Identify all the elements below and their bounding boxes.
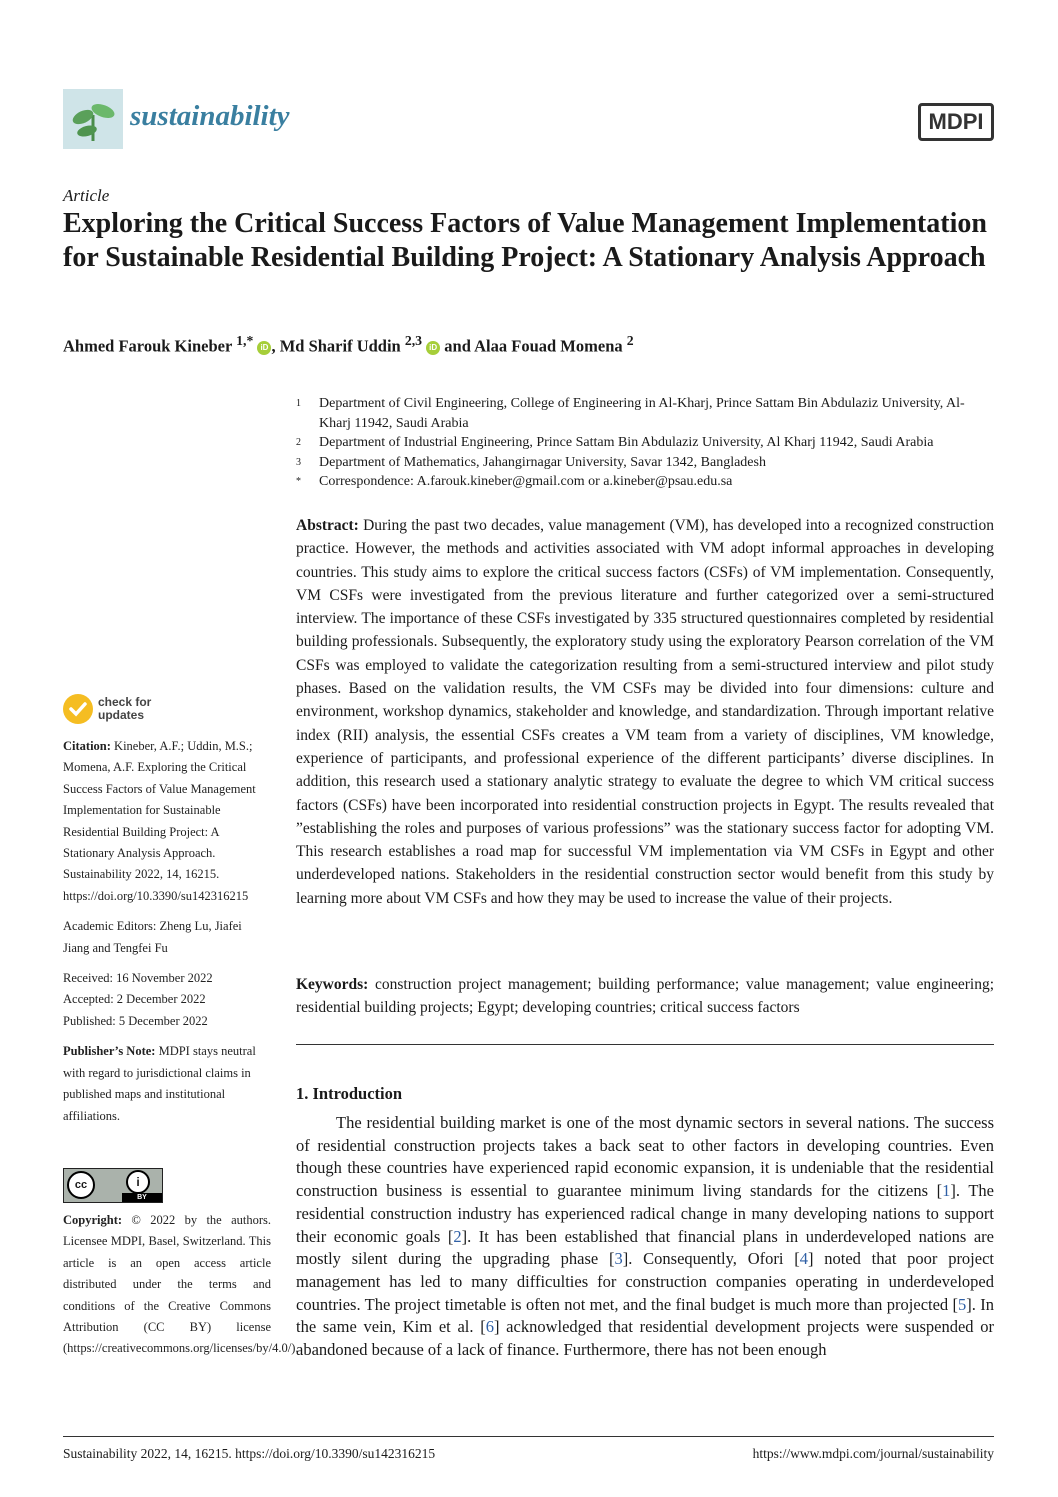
attribution-icon: i [126,1170,150,1194]
article-type: Article [63,186,110,205]
journal-logo-icon [63,89,123,149]
citation-link[interactable]: 6 [485,1317,494,1337]
cc-by-license-badge[interactable] [63,1168,163,1203]
footer-journal-url[interactable]: https://www.mdpi.com/journal/sustainability [752,1446,994,1461]
citation-link[interactable]: 3 [614,1249,623,1269]
check-updates-icon [63,694,93,724]
citation-block: Citation: Kineber, A.F.; Uddin, M.S.; Momena, A.F. Exploring the Critical Success Factors of Value Management Implementation for Sustainable Residential Building Project: A Stationary Analysis Approach. Sustainability 2022, 14, 16215. https://doi.org/10.3390/su142316215 [63,739,256,903]
author-affiliation-mark: 2 [626,333,634,348]
abstract [296,514,994,910]
academic-editors: Academic Editors: Zheng Lu, Jiafei Jiang and Tengfei Fu [63,919,242,955]
author-affiliation-mark: 1,* [236,333,254,348]
citation-link[interactable]: 5 [958,1294,967,1314]
divider [296,1044,994,1045]
publisher-note: Publisher’s Note: MDPI stays neutral with regard to jurisdictional claims in published maps and institutional affiliations. [63,1044,256,1123]
affiliation-item: * Correspondence: A.farouk.kineber@gmail.com or a.kineber@psau.edu.sa [296,472,996,492]
author-name[interactable]: Alaa Fouad Momena [474,336,623,356]
published-date: Published: 5 December 2022 [63,1013,208,1028]
cc-icon: cc [67,1171,95,1199]
affiliation-item: 1 Department of Civil Engineering, College of Engineering in Al-Kharj, Prince Sattam Bin Abdulaziz University, Al-Kharj 11942, Saudi Arabia [296,396,965,431]
author-affiliation-mark: 2,3 [404,333,423,348]
check-for-updates-button[interactable]: check for updates [63,694,183,726]
journal-name[interactable]: sustainability [130,100,290,132]
abstract-text: During the past two decades, value management (VM), has developed into a recognized construction practice. However, the methods and activities associated with VM adopt informal approaches in developing countries. This study aims to explore the critical success factors (CSFs) of VM implementation. Consequently, VM CSFs were investigated from the previous literature and further categorized over a semi-structured interview. The importance of these CSFs investigated by 335 structured questionnaires completed by residential building professionals. Subsequently, the exploratory study using the exploratory Pearson correlation of the VM CSFs was employed to validate the categorization resulting from a semi-structured interview and pilot study phases. Based on the validation results, the VM CSFs may be divided into four dimensions: culture and environment, workshop dynamics, stakeholder and knowledge, and standardization. Through important relative index (RII) analysis, the essential CSFs creates a VM team from a variety of disciplines, VM knowledge, experience of participants, and professional experience of the different participants’ diverse disciplines. In addition, this research used a stationary analytic strategy to evaluate the degree to which VM critical success factors (CSFs) have been incorporated into residential construction projects in Egypt. The results revealed that ”establishing the roles and purposes of various professions” was the stationary success factor for adopting VM. This research establishes a road map for successful VM implementation via VM CSFs in Egypt and other underdeveloped nations. Stakeholders in the residential construction sector would benefit from this study by learning more about VM CSFs and how they may be used to increase the value of their projects. [296,517,994,907]
cc-by-label: BY [122,1193,162,1202]
footer-citation[interactable]: Sustainability 2022, 14, 16215. https://doi.org/10.3390/su142316215 [63,1446,436,1461]
orcid-icon[interactable]: iD [426,341,440,355]
article-title: Exploring the Critical Success Factors of Value Management Implementation for Sustainable Residential Building Project: A Stationary Analysis Approach [63,208,987,273]
copyright-block: Copyright: © 2022 by the authors. Licensee MDPI, Basel, Switzerland. This article is an open access article distributed under the terms and conditions of the Creative Commons Attribution (CC BY) license (https://creativecommons.org/licenses/by/4.0/). [63,1213,299,1356]
affiliation-item: 2 Department of Industrial Engineering, Prince Sattam Bin Abdulaziz University, Al Kharj 11942, Saudi Arabia [296,435,934,450]
footer-divider [63,1436,994,1437]
author-name[interactable]: Md Sharif Uddin [279,336,401,356]
citation-link[interactable]: 4 [799,1249,808,1269]
affiliations [296,394,996,492]
section-heading: 1. Introduction [296,1084,403,1103]
orcid-icon[interactable]: iD [257,341,271,355]
citation-link[interactable]: 1 [942,1181,951,1201]
keywords-text: construction project management; building performance; value management; value engineering; residential building projects; Egypt; developing countries; critical success factors [296,976,995,1017]
accepted-date: Accepted: 2 December 2022 [63,992,206,1007]
keywords-label: Keywords: [296,976,369,993]
received-date: Received: 16 November 2022 [63,971,213,986]
abstract-label: Abstract: [296,517,359,534]
intro-paragraph: The residential building market is one of the most dynamic sectors in several nations. The success of residential construction projects takes a back seat to other factors in developing countries. Even though these countries have experienced rapid economic expansion, it is undeniable that the residential construction business is essential to guarantee minimum living standards for the citizens [1]. The residential construction industry has experienced radical change in many developing nations to support their economic goals [2]. It has been established that financial plans in underdeveloped nations are mostly silent during the upgrading phase [3]. Consequently, Ofori [4] noted that poor project management has led to many difficulties for construction companies operating in underdeveloped countries. The project timetable is often not met, and the final budget is much more than projected [5]. In the same vein, Kim et al. [6] acknowledged that residential development projects were suspended or abandoned because of a lack of finance. Furthermore, there has not been enough [296,1113,994,1360]
correspondence-email[interactable]: Correspondence: A.farouk.kineber@gmail.com or a.kineber@psau.edu.sa [319,474,733,489]
article-info-sidebar [63,736,271,1136]
citation-link[interactable]: 2 [453,1226,462,1246]
publisher-logo[interactable]: MDPI [918,103,994,141]
affiliation-item: 3 Department of Mathematics, Jahangirnagar University, Savar 1342, Bangladesh [296,454,766,470]
author-name[interactable]: Ahmed Farouk Kineber [63,336,232,356]
keywords [296,973,994,1020]
author-list: Ahmed Farouk Kineber $^{1,*}$ iD , Md Sharif Uddin $^{2,3}$ iD and Alaa Fouad Momena $^2$ [63,333,634,356]
